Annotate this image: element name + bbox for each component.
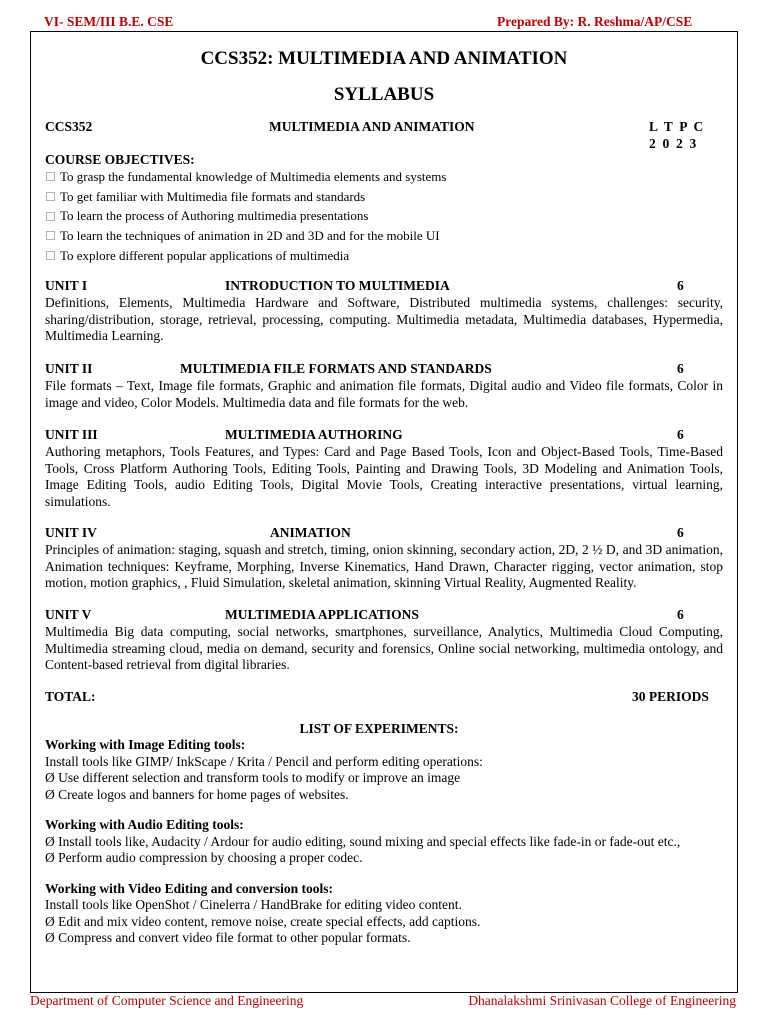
course-info-row [45,119,723,153]
unit-3 [45,427,723,510]
footer-college: Dhanalakshmi Srinivasan College of Engineering [468,993,736,1008]
unit-label: UNIT IV [45,525,97,540]
checkbox-bullet-icon [46,192,55,201]
experiment-line: Install tools like GIMP/ InkScape / Krita / Pencil and perform editing operations: [45,753,483,769]
unit-hours: 6 [677,278,684,293]
objective-item: To learn the techniques of animation in 2D and 3D and for the mobile UI [45,226,723,246]
unit-description: File formats – Text, Image file formats, Graphic and animation file formats, Digital audio and Video file formats, Color in image and video, Color Models. Multimedia data and file formats for the web. [45,378,723,410]
course-code: CCS352 [45,119,93,134]
unit-title: MULTIMEDIA APPLICATIONS [225,607,419,622]
header-left-text: VI- SEM/III B.E. CSE [44,14,174,29]
checkbox-bullet-icon [46,212,55,221]
objective-item: To explore different popular applications of multimedia [45,246,723,266]
experiment-line: Ø Edit and mix video content, remove noise, create special effects, add captions. [45,913,481,929]
footer-department: Department of Computer Science and Engineering [30,993,304,1008]
experiment-line: Ø Use different selection and transform tools to modify or improve an image [45,770,461,785]
objective-item: To grasp the fundamental knowledge of Multimedia elements and systems [45,167,723,187]
experiment-group-title: Working with Audio Editing tools: [45,817,244,832]
objective-item: To get familiar with Multimedia file formats and standards [45,187,723,207]
unit-description: Multimedia Big data computing, social networks, smartphones, surveillance, Analytics, Multimedia Cloud Computing, Multimedia streaming cloud, media on demand, security and forensics, Online social networking, multimedia ontology, and Content-based retrieval from digital libraries. [45,624,723,672]
unit-label: UNIT I [45,278,88,293]
objectives-heading: COURSE OBJECTIVES: [45,152,195,167]
unit-title: ANIMATION [270,525,351,540]
experiment-line: Install tools like OpenShot / Cinelerra / HandBrake for editing video content. [45,897,462,912]
syllabus-heading: SYLLABUS [333,84,435,105]
unit-title: MULTIMEDIA FILE FORMATS AND STANDARDS [180,361,492,376]
unit-5 [45,607,723,674]
course-objectives [45,152,723,266]
unit-hours: 6 [677,427,684,442]
unit-hours: 6 [677,607,684,622]
unit-2 [45,361,723,411]
experiment-line: Ø Install tools like, Audacity / Ardour for audio editing, sound mixing and special effects like fade-in or fade-out etc., [45,833,681,849]
course-name: MULTIMEDIA AND ANIMATION [269,119,475,134]
unit-title: MULTIMEDIA AUTHORING [225,427,403,442]
ltpc-values: 2 0 2 3 [649,136,697,151]
total-value: 30 PERIODS [632,689,709,704]
checkbox-bullet-icon [46,251,55,260]
objectives-list [45,167,723,266]
ltpc-label: L T P C [649,119,704,134]
experiment-line: Ø Perform audio compression by choosing a proper codec. [45,850,363,865]
checkbox-bullet-icon [46,231,55,240]
total-row [45,689,723,706]
experiment-group-image [45,737,723,803]
unit-label: UNIT III [45,427,98,442]
unit-description: Definitions, Elements, Multimedia Hardware and Software, Distributed multimedia systems, challenges: security, sharing/distribution, storage, retrieval, processing, computing. Multimedia metadata, Multimedia databases, Hypermedia, Multimedia Learning. [45,295,723,343]
checkbox-bullet-icon [46,172,55,181]
unit-label: UNIT V [45,607,92,622]
total-label: TOTAL: [45,689,96,704]
experiment-line: Ø Compress and convert video file format to other popular formats. [45,930,411,945]
experiments-section [45,720,723,947]
unit-title: INTRODUCTION TO MULTIMEDIA [225,278,450,293]
unit-hours: 6 [677,361,684,376]
experiment-group-video [45,881,723,947]
unit-1 [45,278,723,345]
unit-description: Principles of animation: staging, squash and stretch, timing, onion skinning, secondary action, 2D, 2 ½ D, and 3D animation, Animation techniques: Keyframe, Morphing, Inverse Kinematics, Hand Drawn, Character rigging, vector animation, stop motion, motion graphics, , Fluid Simulation, skeletal animation, skinning Virtual Reality, Augmented Reality. [45,542,723,590]
experiment-group-audio [45,817,723,867]
unit-4 [45,525,723,592]
experiment-line: Ø Create logos and banners for home pages of websites. [45,786,349,802]
experiment-group-title: Working with Image Editing tools: [45,737,246,752]
experiments-heading: LIST OF EXPERIMENTS: [299,721,459,736]
experiment-group-title: Working with Video Editing and conversion tools: [45,880,334,896]
unit-hours: 6 [677,525,684,540]
unit-label: UNIT II [45,361,93,376]
header-right-text: Prepared By: R. Reshma/AP/CSE [497,14,693,29]
page-title: CCS352: MULTIMEDIA AND ANIMATION [200,48,568,69]
objective-item: To learn the process of Authoring multimedia presentations [45,206,723,226]
unit-description: Authoring metaphors, Tools Features, and Types: Card and Page Based Tools, Icon and Object-Based Tools, Time-Based Tools, Cross Platform Authoring Tools, Editing Tools, Painting and Drawing Tools, 3D Modeling and Animation Tools, Image Editing Tools, audio Editing Tools, Digital Movie Tools, Creating interactive presentations, virtual learning, simulations. [45,444,723,509]
